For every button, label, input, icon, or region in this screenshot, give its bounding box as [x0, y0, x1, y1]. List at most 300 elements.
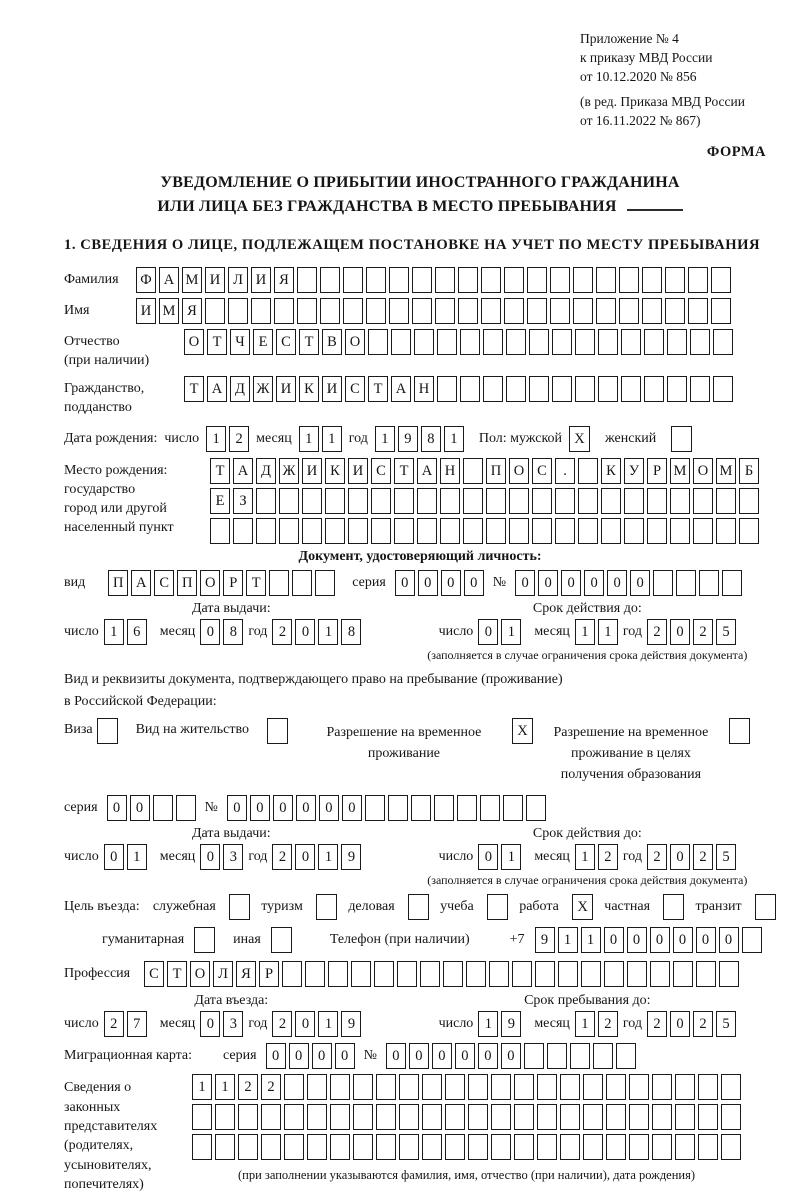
char-cell[interactable]: 0 — [515, 570, 535, 596]
char-cell[interactable] — [463, 518, 483, 544]
char-cell[interactable] — [552, 329, 572, 355]
char-cell[interactable] — [560, 1104, 580, 1130]
char-cell[interactable]: 0 — [670, 844, 690, 870]
temp-permit-checkbox[interactable]: X — [512, 718, 533, 744]
char-cell[interactable] — [698, 1074, 718, 1100]
char-cell[interactable]: 9 — [341, 1011, 361, 1037]
char-cell[interactable] — [699, 570, 719, 596]
char-cell[interactable]: 2 — [693, 844, 713, 870]
char-cell[interactable]: 0 — [630, 570, 650, 596]
char-cell[interactable] — [307, 1104, 327, 1130]
char-cell[interactable] — [665, 298, 685, 324]
char-cell[interactable] — [719, 961, 739, 987]
char-cell[interactable] — [593, 1043, 613, 1069]
char-cell[interactable]: С — [532, 458, 552, 484]
char-cell[interactable] — [690, 376, 710, 402]
char-cell[interactable] — [555, 518, 575, 544]
char-cell[interactable] — [215, 1104, 235, 1130]
char-cell[interactable]: Т — [299, 329, 319, 355]
char-cell[interactable]: Т — [368, 376, 388, 402]
char-cell[interactable] — [233, 518, 253, 544]
char-cell[interactable] — [665, 267, 685, 293]
char-cell[interactable]: 0 — [418, 570, 438, 596]
char-cell[interactable]: 0 — [478, 844, 498, 870]
char-cell[interactable]: С — [276, 329, 296, 355]
char-cell[interactable] — [414, 329, 434, 355]
char-cell[interactable] — [489, 961, 509, 987]
char-cell[interactable] — [647, 518, 667, 544]
char-cell[interactable]: У — [624, 458, 644, 484]
char-cell[interactable] — [302, 518, 322, 544]
char-cell[interactable]: О — [509, 458, 529, 484]
char-cell[interactable] — [460, 376, 480, 402]
char-cell[interactable] — [307, 1074, 327, 1100]
char-cell[interactable]: 1 — [318, 844, 338, 870]
char-cell[interactable] — [458, 267, 478, 293]
char-cell[interactable]: Т — [246, 570, 266, 596]
char-cell[interactable]: 0 — [227, 795, 247, 821]
char-cell[interactable] — [274, 298, 294, 324]
purpose-study-checkbox[interactable] — [487, 894, 508, 920]
char-cell[interactable]: 1 — [575, 844, 595, 870]
char-cell[interactable] — [642, 298, 662, 324]
char-cell[interactable] — [391, 329, 411, 355]
char-cell[interactable] — [532, 518, 552, 544]
char-cell[interactable] — [389, 298, 409, 324]
char-cell[interactable]: Б — [739, 458, 759, 484]
char-cell[interactable] — [596, 267, 616, 293]
char-cell[interactable] — [673, 961, 693, 987]
char-cell[interactable] — [445, 1104, 465, 1130]
char-cell[interactable]: 0 — [673, 927, 693, 953]
char-cell[interactable] — [555, 488, 575, 514]
char-cell[interactable] — [652, 1104, 672, 1130]
char-cell[interactable] — [627, 961, 647, 987]
char-cell[interactable] — [552, 376, 572, 402]
char-cell[interactable] — [491, 1134, 511, 1160]
char-cell[interactable]: 1 — [318, 1011, 338, 1037]
char-cell[interactable] — [527, 267, 547, 293]
char-cell[interactable]: 9 — [341, 844, 361, 870]
char-cell[interactable] — [506, 329, 526, 355]
char-cell[interactable]: 0 — [107, 795, 127, 821]
char-cell[interactable]: И — [302, 458, 322, 484]
char-cell[interactable] — [601, 488, 621, 514]
char-cell[interactable] — [463, 458, 483, 484]
char-cell[interactable] — [351, 961, 371, 987]
char-cell[interactable] — [560, 1134, 580, 1160]
char-cell[interactable] — [457, 795, 477, 821]
char-cell[interactable] — [606, 1074, 626, 1100]
char-cell[interactable]: 1 — [322, 426, 342, 452]
char-cell[interactable] — [486, 488, 506, 514]
char-cell[interactable]: П — [486, 458, 506, 484]
char-cell[interactable]: 1 — [375, 426, 395, 452]
char-cell[interactable] — [440, 518, 460, 544]
char-cell[interactable] — [261, 1134, 281, 1160]
char-cell[interactable] — [343, 298, 363, 324]
char-cell[interactable] — [445, 1074, 465, 1100]
char-cell[interactable] — [153, 795, 173, 821]
char-cell[interactable] — [616, 1043, 636, 1069]
char-cell[interactable] — [269, 570, 289, 596]
char-cell[interactable] — [443, 961, 463, 987]
char-cell[interactable] — [397, 961, 417, 987]
char-cell[interactable] — [353, 1104, 373, 1130]
char-cell[interactable] — [297, 267, 317, 293]
char-cell[interactable] — [667, 329, 687, 355]
char-cell[interactable]: 0 — [295, 1011, 315, 1037]
char-cell[interactable] — [192, 1104, 212, 1130]
char-cell[interactable]: 0 — [130, 795, 150, 821]
char-cell[interactable]: 0 — [455, 1043, 475, 1069]
char-cell[interactable]: М — [670, 458, 690, 484]
char-cell[interactable]: О — [190, 961, 210, 987]
char-cell[interactable] — [284, 1074, 304, 1100]
char-cell[interactable] — [376, 1074, 396, 1100]
char-cell[interactable]: 8 — [223, 619, 243, 645]
char-cell[interactable] — [445, 1134, 465, 1160]
char-cell[interactable]: 0 — [295, 844, 315, 870]
char-cell[interactable]: С — [154, 570, 174, 596]
char-cell[interactable]: Р — [223, 570, 243, 596]
char-cell[interactable] — [302, 488, 322, 514]
char-cell[interactable]: 0 — [200, 1011, 220, 1037]
char-cell[interactable] — [739, 488, 759, 514]
char-cell[interactable] — [526, 795, 546, 821]
char-cell[interactable]: 1 — [444, 426, 464, 452]
char-cell[interactable]: 0 — [650, 927, 670, 953]
char-cell[interactable]: 2 — [104, 1011, 124, 1037]
char-cell[interactable] — [284, 1104, 304, 1130]
char-cell[interactable] — [412, 267, 432, 293]
char-cell[interactable] — [624, 518, 644, 544]
char-cell[interactable] — [486, 518, 506, 544]
char-cell[interactable]: П — [108, 570, 128, 596]
char-cell[interactable]: 0 — [296, 795, 316, 821]
char-cell[interactable]: 1 — [598, 619, 618, 645]
char-cell[interactable] — [698, 1104, 718, 1130]
char-cell[interactable] — [348, 488, 368, 514]
char-cell[interactable] — [581, 961, 601, 987]
char-cell[interactable] — [491, 1104, 511, 1130]
char-cell[interactable]: К — [325, 458, 345, 484]
char-cell[interactable] — [537, 1074, 557, 1100]
char-cell[interactable] — [670, 518, 690, 544]
char-cell[interactable] — [251, 298, 271, 324]
char-cell[interactable] — [721, 1074, 741, 1100]
char-cell[interactable]: 1 — [215, 1074, 235, 1100]
char-cell[interactable] — [399, 1134, 419, 1160]
char-cell[interactable]: 0 — [250, 795, 270, 821]
char-cell[interactable]: 0 — [342, 795, 362, 821]
char-cell[interactable] — [420, 961, 440, 987]
char-cell[interactable] — [629, 1134, 649, 1160]
char-cell[interactable] — [480, 795, 500, 821]
char-cell[interactable] — [696, 961, 716, 987]
char-cell[interactable]: 2 — [647, 1011, 667, 1037]
char-cell[interactable] — [366, 267, 386, 293]
char-cell[interactable] — [376, 1104, 396, 1130]
char-cell[interactable]: 0 — [561, 570, 581, 596]
char-cell[interactable]: 2 — [598, 844, 618, 870]
char-cell[interactable] — [389, 267, 409, 293]
char-cell[interactable]: 0 — [670, 619, 690, 645]
char-cell[interactable] — [504, 298, 524, 324]
char-cell[interactable] — [343, 267, 363, 293]
char-cell[interactable] — [366, 298, 386, 324]
char-cell[interactable] — [506, 376, 526, 402]
char-cell[interactable]: Т — [207, 329, 227, 355]
char-cell[interactable]: 0 — [289, 1043, 309, 1069]
char-cell[interactable]: 3 — [223, 1011, 243, 1037]
char-cell[interactable]: З — [233, 488, 253, 514]
char-cell[interactable] — [394, 518, 414, 544]
char-cell[interactable] — [721, 1134, 741, 1160]
char-cell[interactable]: 0 — [464, 570, 484, 596]
char-cell[interactable] — [365, 795, 385, 821]
char-cell[interactable]: 1 — [558, 927, 578, 953]
char-cell[interactable] — [504, 267, 524, 293]
char-cell[interactable]: 0 — [478, 619, 498, 645]
char-cell[interactable]: 0 — [584, 570, 604, 596]
char-cell[interactable] — [721, 1104, 741, 1130]
char-cell[interactable] — [606, 1134, 626, 1160]
char-cell[interactable]: О — [200, 570, 220, 596]
char-cell[interactable]: С — [345, 376, 365, 402]
char-cell[interactable]: Я — [274, 267, 294, 293]
char-cell[interactable] — [560, 1074, 580, 1100]
char-cell[interactable] — [503, 795, 523, 821]
char-cell[interactable] — [399, 1074, 419, 1100]
char-cell[interactable]: 0 — [273, 795, 293, 821]
char-cell[interactable] — [667, 376, 687, 402]
char-cell[interactable]: 0 — [501, 1043, 521, 1069]
char-cell[interactable] — [527, 298, 547, 324]
char-cell[interactable]: 0 — [441, 570, 461, 596]
char-cell[interactable] — [722, 570, 742, 596]
char-cell[interactable] — [547, 1043, 567, 1069]
char-cell[interactable] — [642, 267, 662, 293]
char-cell[interactable] — [606, 1104, 626, 1130]
char-cell[interactable] — [353, 1134, 373, 1160]
char-cell[interactable]: 2 — [238, 1074, 258, 1100]
char-cell[interactable] — [532, 488, 552, 514]
purpose-transit-checkbox[interactable] — [755, 894, 776, 920]
char-cell[interactable]: И — [322, 376, 342, 402]
char-cell[interactable]: 2 — [693, 619, 713, 645]
char-cell[interactable] — [228, 298, 248, 324]
char-cell[interactable]: И — [348, 458, 368, 484]
char-cell[interactable] — [512, 961, 532, 987]
char-cell[interactable]: 5 — [716, 619, 736, 645]
char-cell[interactable] — [440, 488, 460, 514]
char-cell[interactable]: Ч — [230, 329, 250, 355]
char-cell[interactable]: 0 — [432, 1043, 452, 1069]
char-cell[interactable] — [598, 376, 618, 402]
char-cell[interactable]: Е — [253, 329, 273, 355]
char-cell[interactable] — [205, 298, 225, 324]
char-cell[interactable] — [215, 1134, 235, 1160]
char-cell[interactable] — [481, 267, 501, 293]
char-cell[interactable] — [558, 961, 578, 987]
visa-checkbox[interactable] — [97, 718, 118, 744]
char-cell[interactable] — [524, 1043, 544, 1069]
char-cell[interactable] — [509, 488, 529, 514]
char-cell[interactable]: Д — [256, 458, 276, 484]
char-cell[interactable]: 1 — [104, 619, 124, 645]
char-cell[interactable] — [434, 795, 454, 821]
char-cell[interactable]: 1 — [575, 1011, 595, 1037]
char-cell[interactable] — [619, 267, 639, 293]
char-cell[interactable] — [282, 961, 302, 987]
char-cell[interactable]: Т — [210, 458, 230, 484]
purpose-business-checkbox[interactable] — [408, 894, 429, 920]
char-cell[interactable] — [652, 1074, 672, 1100]
char-cell[interactable] — [573, 267, 593, 293]
char-cell[interactable] — [411, 795, 431, 821]
char-cell[interactable]: И — [276, 376, 296, 402]
char-cell[interactable] — [279, 518, 299, 544]
char-cell[interactable] — [578, 458, 598, 484]
char-cell[interactable]: 0 — [696, 927, 716, 953]
char-cell[interactable] — [238, 1104, 258, 1130]
char-cell[interactable] — [711, 267, 731, 293]
char-cell[interactable] — [601, 518, 621, 544]
char-cell[interactable] — [192, 1134, 212, 1160]
char-cell[interactable] — [371, 488, 391, 514]
char-cell[interactable] — [604, 961, 624, 987]
char-cell[interactable]: 1 — [127, 844, 147, 870]
char-cell[interactable]: 1 — [501, 844, 521, 870]
char-cell[interactable]: С — [144, 961, 164, 987]
char-cell[interactable] — [742, 927, 762, 953]
char-cell[interactable] — [675, 1104, 695, 1130]
char-cell[interactable]: М — [716, 458, 736, 484]
char-cell[interactable] — [578, 518, 598, 544]
char-cell[interactable] — [621, 376, 641, 402]
char-cell[interactable] — [514, 1074, 534, 1100]
char-cell[interactable]: 0 — [627, 927, 647, 953]
char-cell[interactable]: 2 — [647, 844, 667, 870]
char-cell[interactable] — [653, 570, 673, 596]
char-cell[interactable] — [550, 298, 570, 324]
char-cell[interactable]: Л — [213, 961, 233, 987]
char-cell[interactable] — [652, 1134, 672, 1160]
char-cell[interactable] — [284, 1134, 304, 1160]
char-cell[interactable] — [711, 298, 731, 324]
char-cell[interactable]: 2 — [693, 1011, 713, 1037]
char-cell[interactable] — [693, 518, 713, 544]
char-cell[interactable]: 2 — [598, 1011, 618, 1037]
char-cell[interactable] — [647, 488, 667, 514]
char-cell[interactable] — [550, 267, 570, 293]
char-cell[interactable] — [690, 329, 710, 355]
char-cell[interactable] — [320, 298, 340, 324]
char-cell[interactable]: 0 — [104, 844, 124, 870]
char-cell[interactable]: 5 — [716, 1011, 736, 1037]
char-cell[interactable] — [176, 795, 196, 821]
residence-permit-checkbox[interactable] — [267, 718, 288, 744]
char-cell[interactable]: 8 — [421, 426, 441, 452]
char-cell[interactable] — [394, 488, 414, 514]
char-cell[interactable]: С — [371, 458, 391, 484]
purpose-official-checkbox[interactable] — [229, 894, 250, 920]
purpose-private-checkbox[interactable] — [663, 894, 684, 920]
char-cell[interactable]: И — [251, 267, 271, 293]
char-cell[interactable] — [261, 1104, 281, 1130]
char-cell[interactable]: А — [233, 458, 253, 484]
char-cell[interactable] — [483, 329, 503, 355]
char-cell[interactable] — [307, 1134, 327, 1160]
char-cell[interactable]: 0 — [266, 1043, 286, 1069]
purpose-humanitarian-checkbox[interactable] — [194, 927, 215, 953]
char-cell[interactable] — [537, 1134, 557, 1160]
char-cell[interactable] — [713, 376, 733, 402]
char-cell[interactable] — [468, 1074, 488, 1100]
char-cell[interactable]: 0 — [409, 1043, 429, 1069]
char-cell[interactable]: Т — [184, 376, 204, 402]
char-cell[interactable] — [468, 1104, 488, 1130]
edu-permit-checkbox[interactable] — [729, 718, 750, 744]
char-cell[interactable]: 2 — [272, 619, 292, 645]
char-cell[interactable] — [348, 518, 368, 544]
char-cell[interactable] — [483, 376, 503, 402]
char-cell[interactable] — [644, 376, 664, 402]
char-cell[interactable]: Т — [167, 961, 187, 987]
char-cell[interactable]: Л — [228, 267, 248, 293]
char-cell[interactable] — [435, 267, 455, 293]
char-cell[interactable]: Ф — [136, 267, 156, 293]
char-cell[interactable] — [514, 1134, 534, 1160]
char-cell[interactable]: М — [159, 298, 179, 324]
char-cell[interactable] — [330, 1134, 350, 1160]
char-cell[interactable]: 3 — [223, 844, 243, 870]
char-cell[interactable]: Ж — [253, 376, 273, 402]
char-cell[interactable]: 0 — [335, 1043, 355, 1069]
char-cell[interactable] — [629, 1074, 649, 1100]
char-cell[interactable]: Е — [210, 488, 230, 514]
char-cell[interactable]: 0 — [719, 927, 739, 953]
char-cell[interactable] — [698, 1134, 718, 1160]
char-cell[interactable]: 9 — [398, 426, 418, 452]
char-cell[interactable] — [399, 1104, 419, 1130]
char-cell[interactable]: П — [177, 570, 197, 596]
char-cell[interactable]: 0 — [538, 570, 558, 596]
char-cell[interactable] — [330, 1104, 350, 1130]
char-cell[interactable] — [330, 1074, 350, 1100]
char-cell[interactable]: 0 — [295, 619, 315, 645]
char-cell[interactable] — [256, 488, 276, 514]
char-cell[interactable]: 7 — [127, 1011, 147, 1037]
char-cell[interactable] — [535, 961, 555, 987]
char-cell[interactable]: 0 — [604, 927, 624, 953]
char-cell[interactable]: 2 — [272, 844, 292, 870]
char-cell[interactable] — [279, 488, 299, 514]
char-cell[interactable] — [371, 518, 391, 544]
char-cell[interactable] — [514, 1104, 534, 1130]
char-cell[interactable] — [529, 329, 549, 355]
char-cell[interactable]: Д — [230, 376, 250, 402]
char-cell[interactable] — [463, 488, 483, 514]
char-cell[interactable] — [583, 1134, 603, 1160]
char-cell[interactable]: И — [136, 298, 156, 324]
char-cell[interactable] — [578, 488, 598, 514]
char-cell[interactable]: 5 — [716, 844, 736, 870]
char-cell[interactable]: Н — [414, 376, 434, 402]
char-cell[interactable] — [460, 329, 480, 355]
char-cell[interactable]: А — [131, 570, 151, 596]
